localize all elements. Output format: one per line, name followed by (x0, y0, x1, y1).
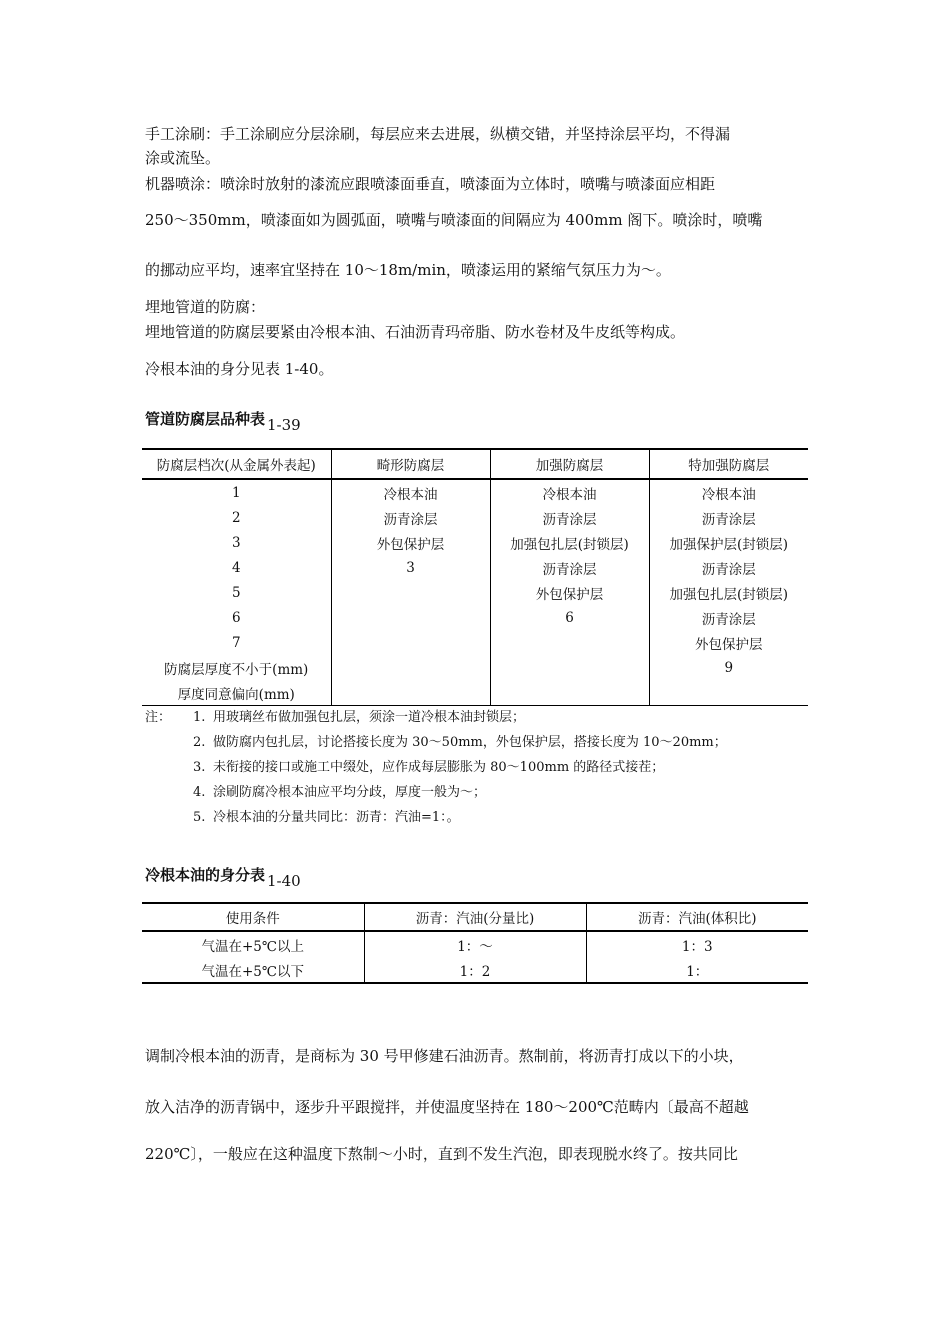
cold-primer-composition-table (142, 902, 808, 984)
table-cell: 1：3 (586, 931, 808, 957)
note-text: 用玻璃丝布做加强包扎层，须涂一道冷根本油封锁层； (213, 710, 526, 725)
note-text: 涂刷防腐冷根本油应平均分歧，厚度一般为～； (213, 785, 487, 800)
table1-caption (145, 408, 301, 434)
paragraph-prep-line2: 放入洁净的沥青锅中，逐步升平跟搅拌，并使温度坚持在 180～200℃范畴内〔最高不超越 (145, 1098, 749, 1116)
paragraph-buried-pipe: 埋地管道的防腐层要紧由冷根本油、石油沥青玛帝脂、防水卷材及牛皮纸等构成。 (145, 323, 686, 341)
table-header-cell: 沥青：汽油(分量比) (364, 903, 586, 931)
table-cell: 1：～ (364, 931, 586, 957)
table-row (142, 680, 808, 706)
table-cell: 防腐层厚度不小于(mm) (164, 661, 309, 678)
table-cell (331, 680, 490, 706)
notes-label: 注： (145, 710, 172, 725)
table-cell: 沥青涂层 (649, 605, 808, 630)
table-header-row (142, 903, 808, 931)
table-header-cell: 畸形防腐层 (331, 449, 490, 479)
table-cell: 沥青涂层 (331, 505, 490, 530)
table-row (142, 931, 808, 957)
table-cell: 外包保护层 (649, 630, 808, 655)
section-heading-buried-pipe: 埋地管道的防腐： (145, 298, 266, 316)
table-row (142, 655, 808, 680)
table-cell: 6 (490, 605, 649, 630)
table-cell (490, 630, 649, 655)
table-cell: 加强包扎层(封锁层) (649, 580, 808, 605)
table-cell: 加强包扎层(封锁层) (490, 530, 649, 555)
table-cell: 冷根本油 (331, 479, 490, 505)
paragraph-spray-line2: 250～350mm，喷漆面如为圆弧面，喷嘴与喷漆面的间隔应为 400mm 阁下。喷涂时，喷嘴 (145, 211, 763, 229)
table-header-cell: 特加强防腐层 (649, 449, 808, 479)
table-cell: 1： (586, 957, 808, 983)
paragraph-prep-line3: 220℃〕，一般应在这种温度下熬制～小时，直到不发生汽泡，即表现脱水终了。按共同比 (145, 1145, 738, 1163)
table-cell: 2 (231, 509, 241, 526)
table-cell: 冷根本油 (490, 479, 649, 505)
table-row (142, 555, 808, 580)
paragraph-prep-line1: 调制冷根本油的沥青，是商标为 30 号甲修建石油沥青。熬制前，将沥青打成以下的小块， (145, 1047, 744, 1065)
table-row (142, 479, 808, 505)
table-cell: 5 (231, 584, 241, 601)
table1-caption-title: 管道防腐层品种表 (145, 410, 266, 428)
paragraph-brush-line2: 涂或流坠。 (145, 149, 221, 167)
table-cell: 气温在+5℃以下 (142, 957, 364, 983)
table-cell: 沥青涂层 (490, 505, 649, 530)
table-cell (490, 680, 649, 706)
note-text: 做防腐内包扎层，讨论搭接长度为 30～50mm，外包保护层，搭接长度为 10～20mm； (213, 735, 727, 750)
table-row (142, 580, 808, 605)
note-number: 3. (193, 760, 206, 775)
table-header-cell: 加强防腐层 (490, 449, 649, 479)
table-cell: 厚度同意偏向(mm) (142, 680, 331, 706)
table-header-cell: 防腐层档次(从金属外表起) (142, 449, 331, 479)
table-cell: 3 (231, 534, 241, 551)
paragraph-spray-line3: 的挪动应平均，速率宜坚持在 10～18m/min，喷漆运用的紧缩气氛压力为～。 (145, 261, 671, 279)
table-row (142, 957, 808, 983)
table-cell: 加强保护层(封锁层) (649, 530, 808, 555)
table-cell: 7 (231, 634, 241, 651)
table-cell: 冷根本油 (649, 479, 808, 505)
table-row (142, 530, 808, 555)
note-number: 5. (193, 810, 206, 825)
table-cell: 沥青涂层 (649, 505, 808, 530)
note-text: 冷根本油的分量共同比：沥青：汽油=1：。 (213, 810, 460, 825)
table-cell: 沥青涂层 (649, 555, 808, 580)
table-cell: 4 (231, 559, 241, 576)
table-row (142, 605, 808, 630)
table2-caption-number: 1-40 (267, 872, 301, 890)
table-cell: 外包保护层 (331, 530, 490, 555)
note-number: 2. (193, 735, 206, 750)
table-cell (490, 655, 649, 680)
table-cell (331, 630, 490, 655)
table-cell: 1：2 (364, 957, 586, 983)
table-cell (331, 580, 490, 605)
table-cell: 6 (231, 609, 241, 626)
table-cell: 1 (231, 484, 241, 501)
table-cell (649, 680, 808, 706)
table-header-cell: 沥青：汽油(体积比) (586, 903, 808, 931)
table-cell: 气温在+5℃以上 (201, 938, 304, 955)
paragraph-spray-line1: 机器喷涂：喷涂时放射的漆流应跟喷漆面垂直，喷漆面为立体时，喷嘴与喷漆面应相距 (145, 175, 716, 193)
table-header-row (142, 449, 808, 479)
table2-caption-title: 冷根本油的身分表 (145, 866, 266, 884)
table-cell (331, 655, 490, 680)
table-row (142, 505, 808, 530)
anticorrosion-layer-table (142, 448, 808, 706)
paragraph-brush-line1: 手工涂刷：手工涂刷应分层涂刷，每层应来去进展，纵横交错，并坚持涂层平均，不得漏 (145, 125, 731, 143)
table1-caption-number: 1-39 (267, 416, 301, 434)
table-header-cell: 使用条件 (142, 903, 364, 931)
table-cell (331, 605, 490, 630)
table-cell: 9 (649, 655, 808, 680)
table-cell: 3 (331, 555, 490, 580)
table-cell: 外包保护层 (490, 580, 649, 605)
note-number: 1. (193, 710, 206, 725)
table-cell: 沥青涂层 (490, 555, 649, 580)
table2-caption (145, 864, 301, 890)
note-text: 未衔接的接口或施工中缀处，应作成每层膨胀为 80～100mm 的路径式接茬； (213, 760, 665, 775)
note-number: 4. (193, 785, 206, 800)
table-row (142, 630, 808, 655)
paragraph-see-table: 冷根本油的身分见表 1-40。 (145, 360, 334, 378)
